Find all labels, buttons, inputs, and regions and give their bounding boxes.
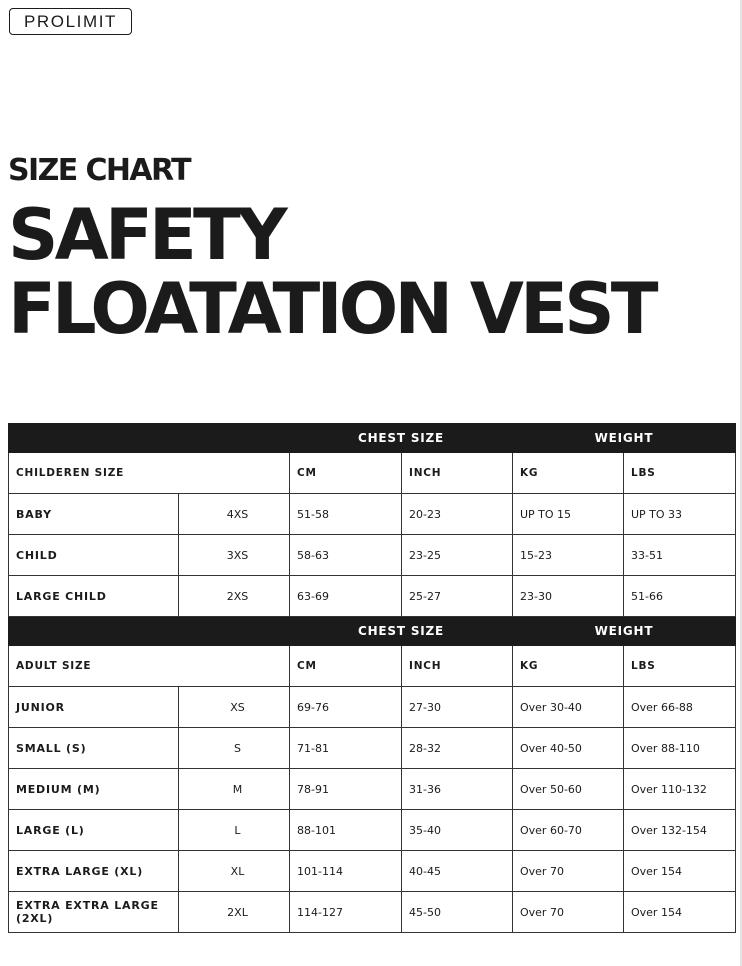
children-header-band	[9, 424, 736, 453]
adult-header-band	[9, 617, 736, 646]
size-code: 2XS	[179, 576, 290, 617]
adult-size-label: ADULT SIZE	[9, 646, 290, 687]
chest-cm: 58-63	[290, 535, 402, 576]
chest-inch: 27-30	[402, 687, 513, 728]
table-row	[9, 535, 736, 576]
brand-logo: PROLIMIT	[9, 8, 132, 35]
inch-column-header: INCH	[402, 646, 513, 687]
chest-cm: 114-127	[290, 892, 402, 933]
adult-column-header-row	[9, 646, 736, 687]
size-name: LARGE CHILD	[9, 576, 179, 617]
cm-column-header: CM	[290, 646, 402, 687]
weight-kg: Over 30-40	[513, 687, 624, 728]
size-name: JUNIOR	[9, 687, 179, 728]
size-code: XS	[179, 687, 290, 728]
chest-cm: 78-91	[290, 769, 402, 810]
lbs-column-header: LBS	[624, 646, 736, 687]
weight-lbs: Over 154	[624, 851, 736, 892]
chest-inch: 35-40	[402, 810, 513, 851]
size-code: 3XS	[179, 535, 290, 576]
size-code: 2XL	[179, 892, 290, 933]
table-row	[9, 851, 736, 892]
inch-column-header: INCH	[402, 453, 513, 494]
weight-kg: Over 70	[513, 892, 624, 933]
size-code: L	[179, 810, 290, 851]
chest-size-header: CHEST SIZE	[290, 424, 513, 453]
weight-lbs: Over 110-132	[624, 769, 736, 810]
weight-kg: 23-30	[513, 576, 624, 617]
weight-kg: Over 60-70	[513, 810, 624, 851]
chest-inch: 40-45	[402, 851, 513, 892]
chest-size-header: CHEST SIZE	[290, 617, 513, 646]
weight-kg: UP TO 15	[513, 494, 624, 535]
table-row	[9, 728, 736, 769]
size-code: XL	[179, 851, 290, 892]
size-chart-subtitle: SIZE CHART	[8, 153, 191, 188]
chest-cm: 51-58	[290, 494, 402, 535]
size-name: BABY	[9, 494, 179, 535]
weight-kg: 15-23	[513, 535, 624, 576]
table-row	[9, 687, 736, 728]
title-line-1: SAFETY	[8, 194, 284, 276]
weight-kg: Over 70	[513, 851, 624, 892]
size-name: SMALL (S)	[9, 728, 179, 769]
size-name: CHILD	[9, 535, 179, 576]
chest-inch: 31-36	[402, 769, 513, 810]
table-row	[9, 576, 736, 617]
lbs-column-header: LBS	[624, 453, 736, 494]
chest-inch: 45-50	[402, 892, 513, 933]
size-chart-table	[8, 423, 736, 933]
size-name: LARGE (L)	[9, 810, 179, 851]
weight-lbs: 51-66	[624, 576, 736, 617]
children-column-header-row	[9, 453, 736, 494]
chest-inch: 25-27	[402, 576, 513, 617]
table-row	[9, 892, 736, 933]
chest-inch: 20-23	[402, 494, 513, 535]
band-empty	[9, 424, 290, 453]
size-name: EXTRA LARGE (XL)	[9, 851, 179, 892]
weight-lbs: Over 88-110	[624, 728, 736, 769]
weight-lbs: Over 132-154	[624, 810, 736, 851]
chest-inch: 28-32	[402, 728, 513, 769]
size-name: MEDIUM (M)	[9, 769, 179, 810]
page-title	[8, 194, 655, 350]
table-row	[9, 810, 736, 851]
title-line-2: FLOATATION VEST	[8, 268, 655, 350]
chest-cm: 71-81	[290, 728, 402, 769]
kg-column-header: KG	[513, 453, 624, 494]
size-code: S	[179, 728, 290, 769]
band-empty	[9, 617, 290, 646]
chest-cm: 88-101	[290, 810, 402, 851]
cm-column-header: CM	[290, 453, 402, 494]
size-code: M	[179, 769, 290, 810]
weight-lbs: UP TO 33	[624, 494, 736, 535]
chest-inch: 23-25	[402, 535, 513, 576]
weight-lbs: Over 154	[624, 892, 736, 933]
chest-cm: 63-69	[290, 576, 402, 617]
size-name: EXTRA EXTRA LARGE (2XL)	[9, 892, 179, 933]
chest-cm: 69-76	[290, 687, 402, 728]
weight-kg: Over 40-50	[513, 728, 624, 769]
children-size-label: CHILDEREN SIZE	[9, 453, 290, 494]
weight-kg: Over 50-60	[513, 769, 624, 810]
table-row	[9, 769, 736, 810]
weight-header: WEIGHT	[513, 424, 736, 453]
table-row	[9, 494, 736, 535]
chest-cm: 101-114	[290, 851, 402, 892]
weight-lbs: 33-51	[624, 535, 736, 576]
weight-header: WEIGHT	[513, 617, 736, 646]
weight-lbs: Over 66-88	[624, 687, 736, 728]
size-code: 4XS	[179, 494, 290, 535]
kg-column-header: KG	[513, 646, 624, 687]
